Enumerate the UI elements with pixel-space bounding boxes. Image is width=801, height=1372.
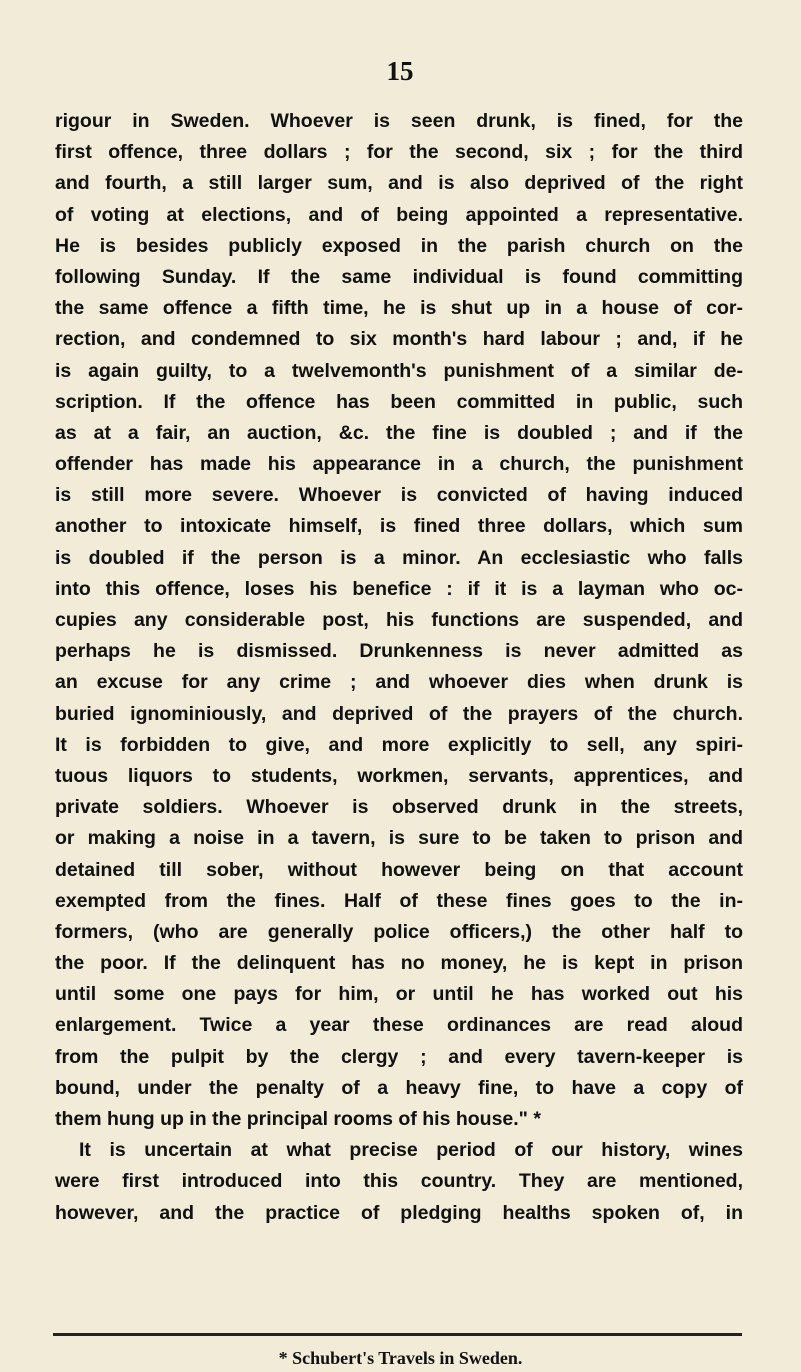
- text-line: exempted from the fines. Half of these fines goes to the in-: [55, 889, 743, 912]
- text-line: scription. If the offence has been committed in public, such: [55, 390, 743, 413]
- text-line: is doubled if the person is a minor. An ecclesiastic who falls: [55, 546, 743, 569]
- text-line: until some one pays for him, or until he has worked out his: [55, 983, 743, 1006]
- text-line: It is uncertain at what precise period of our history, wines: [79, 1139, 743, 1162]
- text-line: perhaps he is dismissed. Drunkenness is never admitted as: [55, 640, 743, 663]
- text-line: into this offence, loses his benefice : if it is a layman who oc-: [55, 577, 743, 600]
- text-line: buried ignominiously, and deprived of the prayers of the church.: [55, 702, 743, 725]
- footnote-divider: [53, 1333, 742, 1336]
- text-line: private soldiers. Whoever is observed drunk in the streets,: [55, 796, 743, 819]
- text-line: tuous liquors to students, workmen, servants, apprentices, and: [55, 764, 743, 787]
- text-line: and fourth, a still larger sum, and is also deprived of the right: [55, 172, 743, 195]
- text-line: the poor. If the delinquent has no money, he is kept in prison: [55, 952, 743, 975]
- text-line: He is besides publicly exposed in the parish church on the: [55, 234, 743, 257]
- text-line: It is forbidden to give, and more explicitly to sell, any spiri-: [55, 733, 743, 756]
- text-line: of voting at elections, and of being appointed a representative.: [55, 203, 743, 226]
- text-line: detained till sober, without however being on that account: [55, 858, 743, 881]
- text-line: or making a noise in a tavern, is sure to be taken to prison and: [55, 827, 743, 850]
- text-line: enlargement. Twice a year these ordinances are read aloud: [55, 1014, 743, 1037]
- body-text: [55, 106, 743, 1229]
- text-line: following Sunday. If the same individual is found committing: [55, 265, 743, 288]
- text-line: them hung up in the principal rooms of his house." *: [55, 1108, 541, 1130]
- text-line: the same offence a fifth time, he is shut up in a house of cor-: [55, 297, 743, 320]
- text-line: rigour in Sweden. Whoever is seen drunk, is fined, for the: [55, 110, 743, 132]
- text-line: however, and the practice of pledging healths spoken of, in: [55, 1201, 743, 1224]
- text-line: bound, under the penalty of a heavy fine, to have a copy of: [55, 1076, 743, 1099]
- text-line: from the pulpit by the clergy ; and every tavern-keeper is: [55, 1045, 743, 1068]
- text-line: first offence, three dollars ; for the second, six ; for the third: [55, 141, 743, 164]
- text-line: another to intoxicate himself, is fined three dollars, which sum: [55, 515, 743, 538]
- text-line: as at a fair, an auction, &c. the fine is doubled ; and if the: [55, 421, 743, 444]
- text-line: rection, and condemned to six month's hard labour ; and, if he: [55, 328, 743, 351]
- text-line: is still more severe. Whoever is convicted of having induced: [55, 484, 743, 507]
- page-number: 15: [386, 56, 414, 86]
- text-line: offender has made his appearance in a church, the punishment: [55, 453, 743, 476]
- text-line: an excuse for any crime ; and whoever dies when drunk is: [55, 671, 743, 694]
- text-line: cupies any considerable post, his functions are suspended, and: [55, 609, 743, 631]
- text-line: is again guilty, to a twelvemonth's punishment of a similar de-: [55, 359, 743, 382]
- text-line: formers, (who are generally police officers,) the other half to: [55, 920, 743, 943]
- text-line: were first introduced into this country. They are mentioned,: [55, 1170, 743, 1193]
- footnote: * Schubert's Travels in Sweden.: [278, 1348, 523, 1368]
